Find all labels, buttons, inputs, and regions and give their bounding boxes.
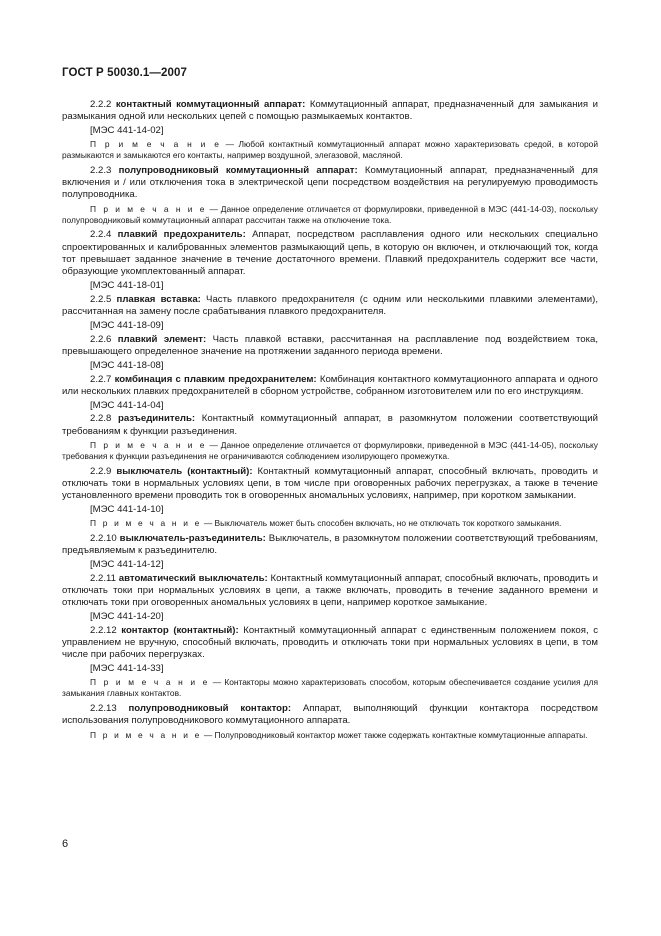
definition-text: Часть плавкого предохранителя (с одним или несколькими плавкими элементами), рассчитанная на замену после срабатывания плавкого предохранителя. (62, 293, 598, 318)
clause-number: 2.2.9 (90, 465, 117, 477)
term: плавкий предохранитель: (117, 229, 246, 241)
note-text: Данное определение отличается от формулировки, приведенной в МЭС (441-14-05), поскольку требования к функции разъединения не ограничиваются соблюдением изолирующего промежутка. (62, 440, 598, 462)
clause-number: 2.2.5 (90, 293, 117, 305)
note-label: П р и м е ч а н и е (90, 677, 210, 688)
definition-paragraph (62, 294, 598, 319)
iec-reference: [МЭС 441-18-09] (90, 319, 164, 331)
term: плавкий элемент: (117, 333, 207, 345)
definition-paragraph (62, 573, 598, 610)
note-dash: — (206, 203, 221, 214)
definition-paragraph (62, 99, 598, 124)
term: полупроводниковый контактор: (128, 702, 292, 714)
clause-number: 2.2.12 (90, 624, 122, 636)
note-text: Выключатель может быть способен включать, но не отключать ток короткого замыкания. (214, 518, 562, 529)
note-dash: — (206, 440, 221, 451)
clause-number: 2.2.10 (90, 532, 120, 544)
definition-paragraph (62, 703, 598, 728)
clause-number: 2.2.8 (90, 413, 119, 425)
definition-text: Аппарат, посредством расплавления одного или нескольких специально спроектированных и калиброванных элементов размыкающий цепь, в которую он включен, и отключающий ток, когда тот превышает заданное значение в течение достаточного времени. Плавкий предохранитель содержит все части, образующие укомплектованный аппарат. (62, 229, 598, 278)
definition-paragraph (62, 466, 598, 503)
definition-text: Коммутационный аппарат, предназначенный для включения и / или отключения тока в электрической цепи посредством воздействия на регулируемую проводимость полупроводника. (62, 164, 598, 201)
note-paragraph (62, 677, 598, 699)
definition-paragraph (62, 334, 598, 359)
clause-number: 2.2.7 (90, 373, 115, 385)
iec-reference: [МЭС 441-14-12] (90, 558, 164, 570)
definition-paragraph (62, 413, 598, 438)
note-dash: — (209, 677, 225, 688)
iec-reference: [МЭС 441-14-10] (90, 503, 164, 515)
note-text: Данное определение отличается от формулировки, приведенной в МЭС (441-14-03), поскольку полупроводниковый коммутационный аппарат рассчитан также на отключение тока. (62, 203, 598, 225)
iec-reference: [МЭС 441-14-33] (90, 663, 164, 675)
note-dash: — (201, 518, 215, 529)
definition-text: Контактный коммутационный аппарат, способный включать, проводить и отключать токи в нормальных условиях цепи, в том числе при оговоренных рабочих перегрузках, а также в течение установленного времени проводить ток в оговоренных аномальных условиях, например, при коротком замыкании. (62, 465, 598, 502)
term: разъединитель: (118, 413, 196, 425)
note-label: П р и м е ч а н и е (90, 203, 207, 214)
note-dash: — (221, 139, 239, 150)
note-text: Контакторы можно характеризовать способом, которым обеспечивается создание усилия для замыкания главных контактов. (62, 677, 599, 699)
definition-text: Контактный коммутационный аппарат с единственным положением покоя, с управлением не вручную, способный включать, проводить и отключать токи при нормальных условиях в цепи, в том числе при рабочих перегрузках. (62, 624, 598, 661)
iec-reference: [МЭС 441-14-04] (90, 399, 164, 411)
definition-paragraph (62, 374, 598, 399)
clause-number: 2.2.11 (90, 572, 119, 584)
term: выключатель-разъединитель: (119, 532, 266, 544)
iec-reference: [МЭС 441-14-02] (90, 125, 164, 137)
clause-number: 2.2.6 (90, 333, 118, 345)
clause-number: 2.2.2 (90, 99, 116, 110)
note-label: П р и м е ч а н и е (90, 440, 207, 451)
definition-text: Аппарат, выполняющий функции контактора посредством использования полупроводникового коммутационного аппарата. (62, 702, 598, 727)
term: полупроводниковый коммутационный аппарат: (118, 164, 358, 176)
definition-paragraph (62, 533, 598, 558)
note-text: Любой контактный коммутационный аппарат можно характеризовать средой, в которой размыкаются и замыкаются его контакты, например воздушной, элегазовой, масляной. (62, 139, 598, 161)
clause-number: 2.2.13 (90, 702, 129, 714)
definition-text: Контактный коммутационный аппарат, способный включать, проводить и отключать токи при нормальных условиях в цепи, а также включать, проводить в течение заданного времени и отключать токи при оговоренных аномальных условиях в цепи, например короткое замыкание. (62, 572, 598, 609)
definition-text: Выключатель, в разомкнутом положении соответствующий требованиям, предъявляемым к разъединителю. (62, 532, 599, 557)
definition-paragraph (62, 625, 598, 662)
document-body (62, 99, 598, 744)
definition-text: Комбинация контактного коммутационного аппарата и одного или нескольких плавких предохранителей в сборном устройстве, собранном изготовителем или по его инструкциям. (62, 373, 599, 397)
note-paragraph (62, 440, 598, 462)
definition-text: Часть плавкой вставки, рассчитанная на расплавление под воздействием тока, превышающего определенное значение на протяжении заданного периода времени. (62, 333, 598, 357)
note-paragraph (62, 139, 598, 161)
term: контактор (контактный): (121, 624, 239, 636)
note-label: П р и м е ч а н и е (90, 518, 202, 529)
iec-reference: [МЭС 441-18-01] (90, 279, 164, 291)
definition-text: Контактный коммутационный аппарат, в разомкнутом положении соответствующий требованиям к функции разъединения. (62, 413, 598, 437)
note-text: Полупроводниковый контактор может также содержать контактные коммутационные аппараты. (214, 729, 588, 740)
document-header: ГОСТ Р 50030.1—2007 (62, 67, 187, 79)
note-paragraph (62, 204, 598, 226)
term: контактный коммутационный аппарат: (115, 99, 306, 110)
note-paragraph (62, 730, 598, 741)
term: комбинация с плавким предохранителем: (114, 373, 317, 385)
term: плавкая вставка: (116, 293, 201, 305)
note-label: П р и м е ч а н и е (90, 139, 222, 150)
term: выключатель (контактный): (116, 465, 253, 477)
note-label: П р и м е ч а н и е (90, 729, 202, 740)
clause-number: 2.2.3 (90, 164, 119, 176)
definition-text: Коммутационный аппарат, предназначенный для замыкания и размыкания одной или нескольких цепей с помощью размыкаемых контактов. (62, 99, 598, 123)
page-number: 6 (62, 838, 69, 850)
note-dash: — (201, 729, 215, 740)
iec-reference: [МЭС 441-14-20] (90, 611, 164, 622)
note-paragraph (62, 518, 598, 529)
term: автоматический выключатель: (118, 572, 268, 584)
clause-number: 2.2.4 (90, 229, 118, 241)
definition-paragraph (62, 229, 598, 278)
iec-reference: [МЭС 441-18-08] (90, 359, 164, 371)
definition-paragraph (62, 165, 598, 202)
